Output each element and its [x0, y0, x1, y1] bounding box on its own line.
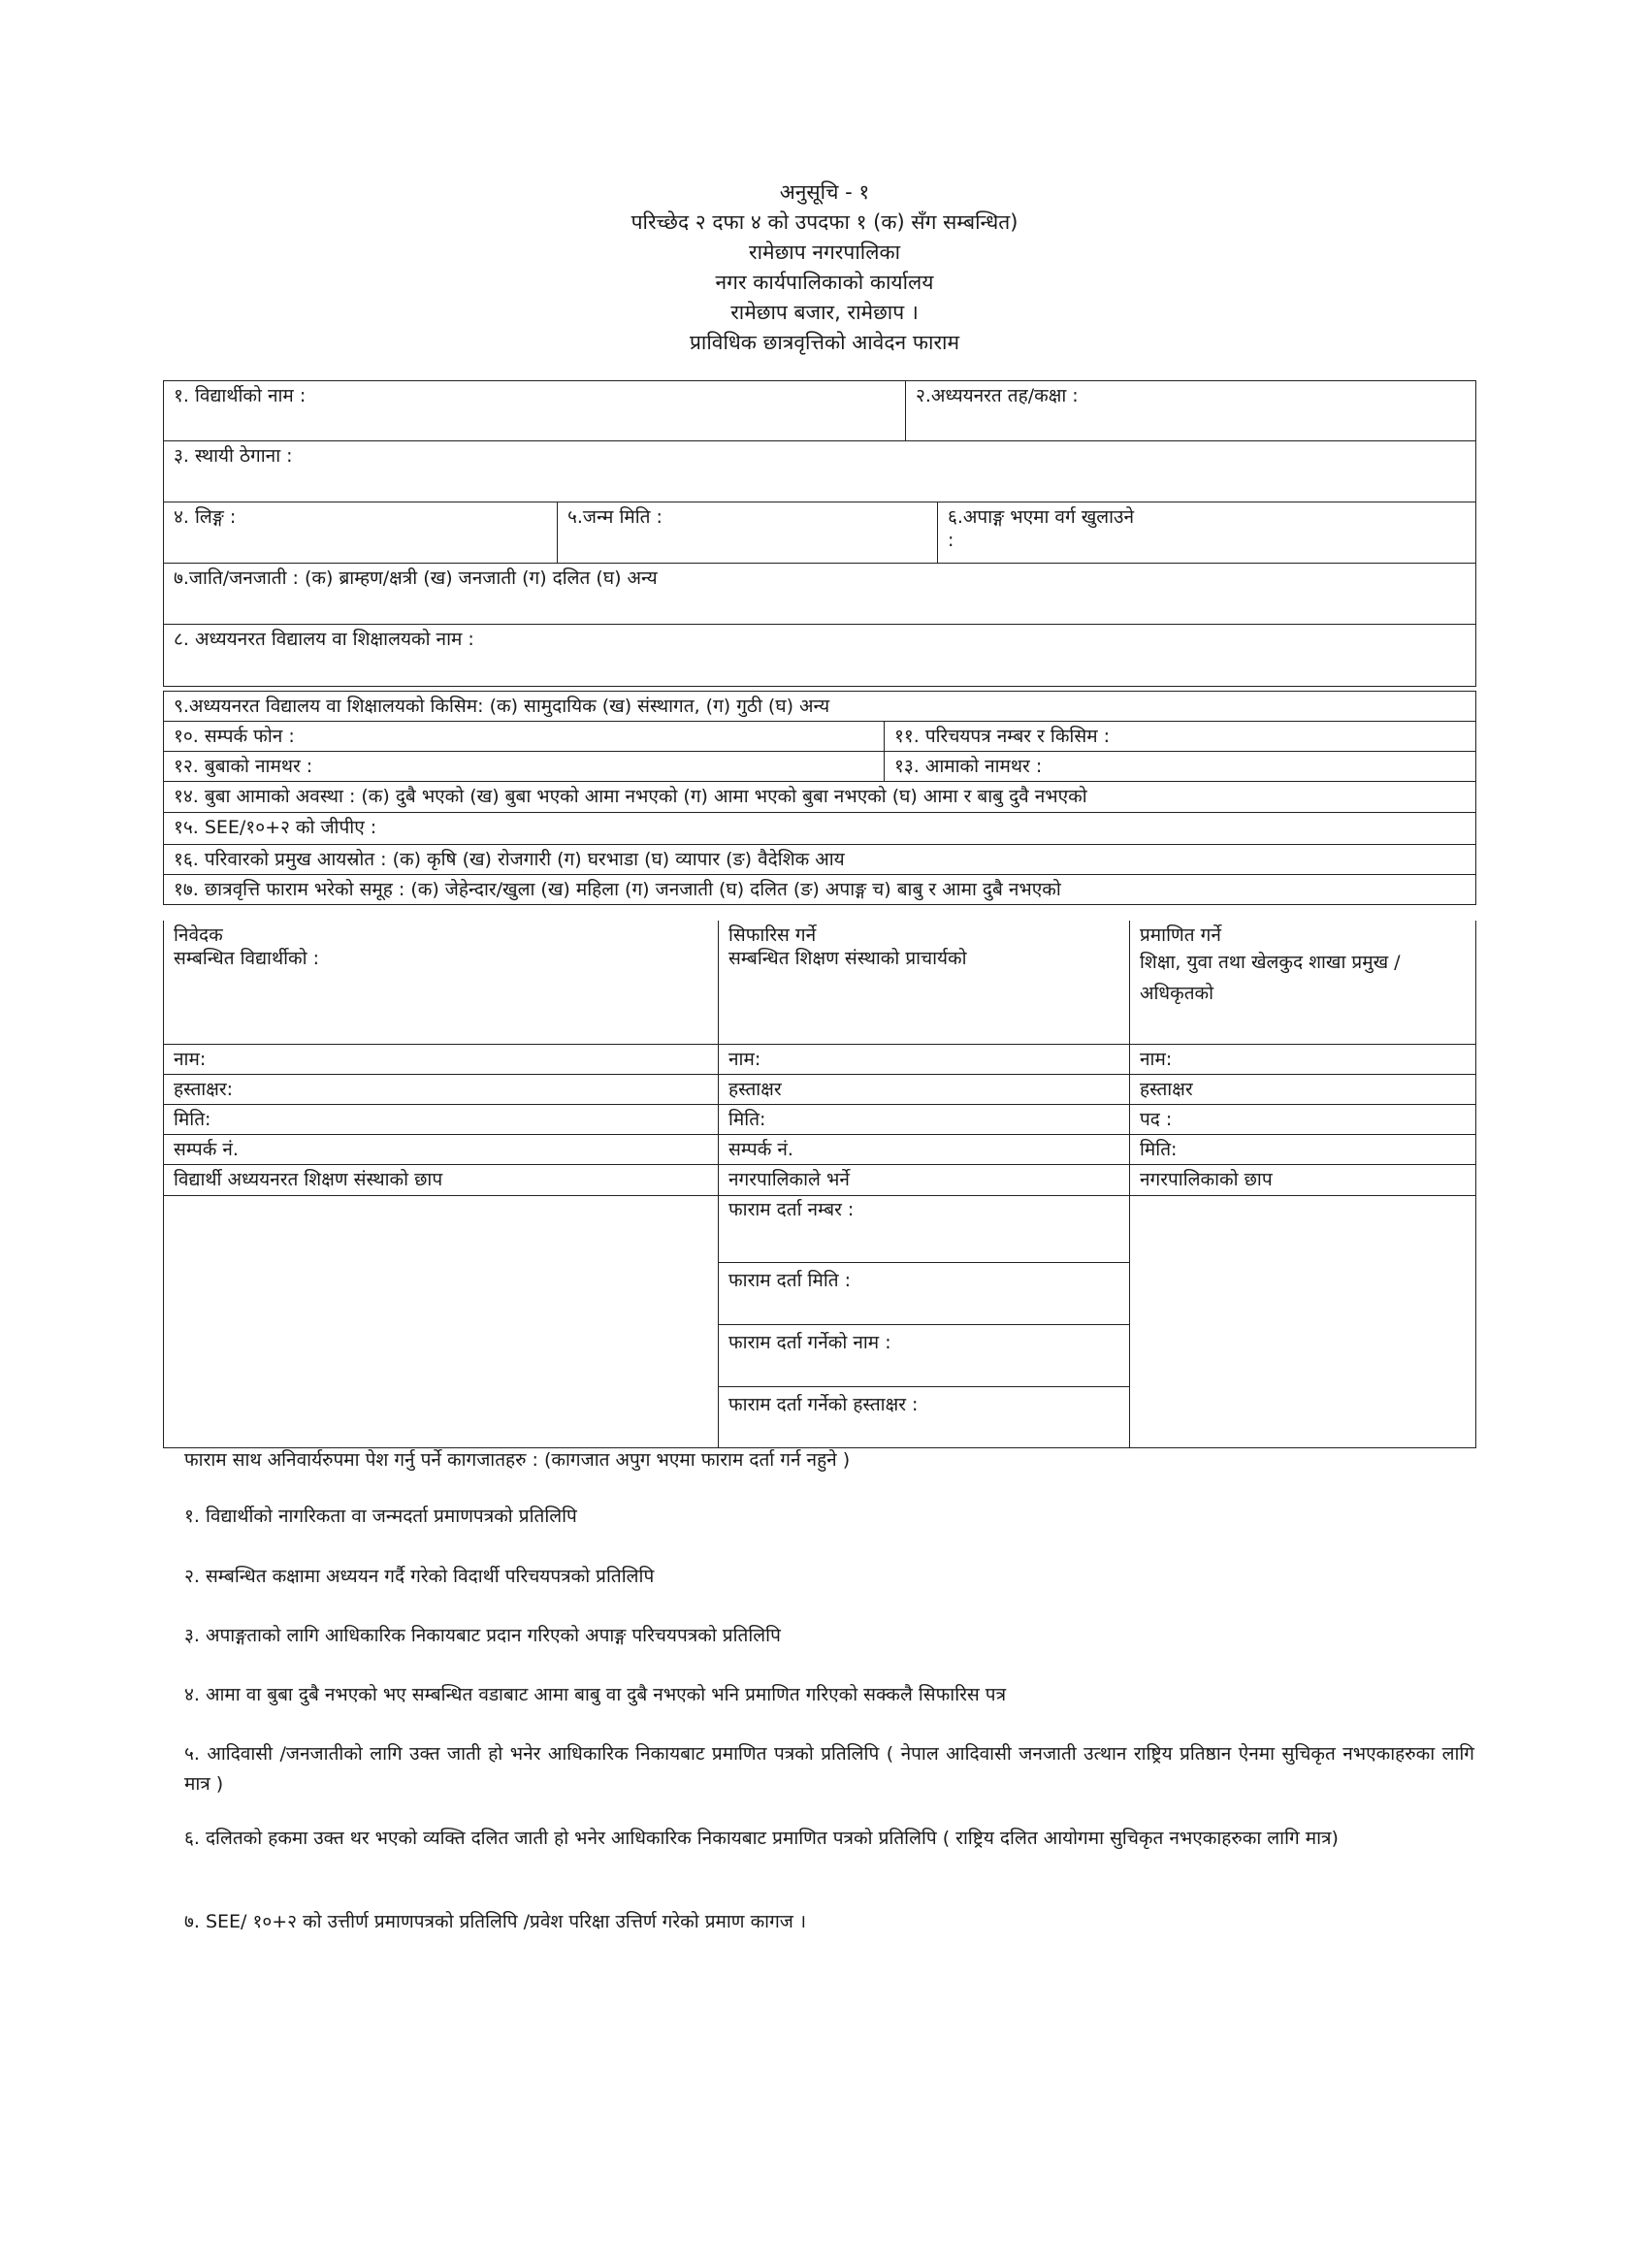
father-name-field[interactable]: १२. बुबाको नामथर : — [164, 752, 885, 782]
parents-status-field[interactable]: १४. बुबा आमाको अवस्था : (क) दुबै भएको (ख) बुबा भएको आमा नभएको (ग) आमा भएको बुबा नभएको (घ) आमा र बाबु दुवै नभएको — [164, 782, 1476, 812]
additional-details-table — [163, 691, 1476, 905]
recommender-date-field[interactable]: मिति: — [719, 1104, 1130, 1134]
registration-number-field[interactable]: फाराम दर्ता नम्बर : — [719, 1196, 1129, 1263]
mother-name-field[interactable]: १३. आमाको नामथर : — [885, 752, 1476, 782]
applicant-subtitle: सम्बन्धित विद्यार्थीको : — [174, 948, 319, 969]
income-source-field[interactable]: १६. परिवारको प्रमुख आयस्रोत : (क) कृषि (ख) रोजगारी (ग) घरभाडा (घ) व्यापार (ङ) वैदेशिक आय — [164, 844, 1476, 874]
school-name-field[interactable]: ८. अध्ययनरत विद्यालय वा शिक्षालयको नाम : — [164, 625, 1476, 687]
certifier-signature-field[interactable]: हस्ताक्षर — [1130, 1074, 1476, 1104]
document-item: ४. आमा वा बुबा दुबै नभएको भए सम्बन्धित वडाबाट आमा बाबु वा दुबै नभएको भनि प्रमाणित गरिएको सक्कलै सिफारिस पत्र — [184, 1684, 1007, 1705]
applicant-title: निवेदक — [174, 924, 223, 946]
municipality-stamp-area[interactable] — [1130, 1195, 1476, 1447]
recommender-heading — [719, 921, 1130, 1044]
gpa-field[interactable]: १५. SEE/१०+२ को जीपीए : — [164, 812, 1476, 844]
chapter-reference: परिच्छेद २ दफा ४ को उपदफा १ (क) सँग सम्बन्धित) — [630, 211, 1018, 234]
id-card-field[interactable]: ११. परिचयपत्र नम्बर र किसिम : — [885, 722, 1476, 752]
documents-intro: फाराम साथ अनिवार्यरुपमा पेश गर्नु पर्ने कागजातहरु : (कागजात अपुग भएमा फाराम दर्ता गर्न नहुने ) — [184, 1449, 851, 1471]
student-name-field[interactable]: १. विद्यार्थीको नाम : — [164, 381, 906, 441]
applicant-date-field[interactable]: मिति: — [164, 1104, 719, 1134]
disability-label: ६.अपाङ्ग भएमा वर्ग खुलाउने — [948, 505, 1135, 528]
document-item: ५. आदिवासी /जनजातीको लागि उक्त जाती हो भनेर आधिकारिक निकायबाट प्रमाणित पत्रको प्रतिलिपि ( नेपाल आदिवासी जनजाती उत्थान राष्ट्रिय प्रतिष्ठान ऐनमा सुचिकृत नभएकाहरुका लागि मात्र ) — [184, 1743, 1474, 1795]
municipality-stamp-label: नगरपालिकाको छाप — [1130, 1164, 1476, 1195]
applicant-details-table — [163, 380, 1476, 687]
document-item: ७. SEE/ १०+२ को उत्तीर्ण प्रमाणपत्रको प्रतिलिपि /प्रवेश परिक्षा उत्तिर्ण गरेको प्रमाण कागज । — [184, 1911, 807, 1932]
signature-table — [163, 921, 1476, 1448]
schedule-title: अनुसूचि - १ — [779, 180, 870, 204]
phone-field[interactable]: १०. सम्पर्क फोन : — [164, 722, 885, 752]
applicant-heading — [164, 921, 719, 1044]
dob-field[interactable]: ५.जन्म मिति : — [558, 502, 938, 564]
permanent-address-field[interactable]: ३. स्थायी ठेगाना : — [164, 441, 1476, 502]
recommender-contact-field[interactable]: सम्पर्क नं. — [719, 1134, 1130, 1164]
applicant-name-field[interactable]: नाम: — [164, 1044, 719, 1074]
recommender-title: सिफारिस गर्ने — [728, 924, 817, 946]
office-address: रामेछाप बजार, रामेछाप । — [730, 301, 919, 324]
disability-field[interactable] — [938, 502, 1476, 564]
registrar-name-field[interactable]: फाराम दर्ता गर्नेको नाम : — [719, 1325, 1129, 1387]
gender-field[interactable]: ४. लिङ्ग : — [164, 502, 558, 564]
scholarship-group-field[interactable]: १७. छात्रवृत्ति फाराम भरेको समूह : (क) जेहेन्दार/खुला (ख) महिला (ग) जनजाती (घ) दलित (ङ) अपाङ्ग च) बाबु र आमा दुबै नभएको — [164, 874, 1476, 904]
municipality-fill-label: नगरपालिकाले भर्ने — [719, 1164, 1130, 1195]
document-item: ३. अपाङ्गताको लागि आधिकारिक निकायबाट प्रदान गरिएको अपाङ्ग परिचयपत्रको प्रतिलिपि — [184, 1625, 781, 1646]
certifier-date-field[interactable]: मिति: — [1130, 1134, 1476, 1164]
registration-box — [719, 1195, 1130, 1447]
recommender-subtitle: सम्बन्धित शिक्षण संस्थाको प्राचार्यको — [728, 948, 967, 969]
form-title: प्राविधिक छात्रवृत्तिको आवेदन फाराम — [689, 331, 960, 354]
document-item: १. विद्यार्थीको नागरिकता वा जन्मदर्ता प्रमाणपत्रको प्रतिलिपि — [184, 1506, 577, 1527]
school-stamp-area[interactable] — [164, 1195, 719, 1447]
document-item: ६. दलितको हकमा उक्त थर भएको व्यक्ति दलित जाती हो भनेर आधिकारिक निकायबाट प्रमाणित पत्रको प्रतिलिपि ( राष्ट्रिय दलित आयोगमा सुचिकृत नभएकाहरुका लागि मात्र) — [184, 1828, 1339, 1849]
form-header — [0, 178, 1649, 358]
certifier-subtitle: शिक्षा, युवा तथा खेलकुद शाखा प्रमुख /अधिकृतको — [1140, 952, 1401, 1004]
municipality-name: रामेछाप नगरपालिका — [748, 241, 901, 264]
office-name: नगर कार्यपालिकाको कार्यालय — [715, 271, 934, 294]
certifier-title: प्रमाणित गर्ने — [1140, 924, 1221, 946]
registrar-signature-field[interactable]: फाराम दर्ता गर्नेको हस्ताक्षर : — [728, 1393, 919, 1415]
applicant-signature-field[interactable]: हस्ताक्षर: — [164, 1074, 719, 1104]
certifier-heading — [1130, 921, 1476, 1044]
certifier-name-field[interactable]: नाम: — [1130, 1044, 1476, 1074]
recommender-name-field[interactable]: नाम: — [719, 1044, 1130, 1074]
caste-field[interactable]: ७.जाति/जनजाती : (क) ब्राम्हण/क्षत्री (ख) जनजाती (ग) दलित (घ) अन्य — [164, 564, 1476, 624]
recommender-signature-field[interactable]: हस्ताक्षर — [719, 1074, 1130, 1104]
school-type-field[interactable]: ९.अध्ययनरत विद्यालय वा शिक्षालयको किसिम: (क) सामुदायिक (ख) संस्थागत, (ग) गुठी (घ) अन्य — [164, 692, 1476, 722]
applicant-contact-field[interactable]: सम्पर्क नं. — [164, 1134, 719, 1164]
disability-colon: : — [948, 529, 954, 551]
study-level-field[interactable]: २.अध्ययनरत तह/कक्षा : — [906, 381, 1476, 441]
registration-date-field[interactable]: फाराम दर्ता मिति : — [719, 1263, 1129, 1325]
school-stamp-label: विद्यार्थी अध्ययनरत शिक्षण संस्थाको छाप — [164, 1164, 719, 1195]
document-item: २. सम्बन्धित कक्षामा अध्ययन गर्दै गरेको विदार्थी परिचयपत्रको प्रतिलिपि — [184, 1566, 655, 1587]
certifier-position-field[interactable]: पद : — [1130, 1104, 1476, 1134]
